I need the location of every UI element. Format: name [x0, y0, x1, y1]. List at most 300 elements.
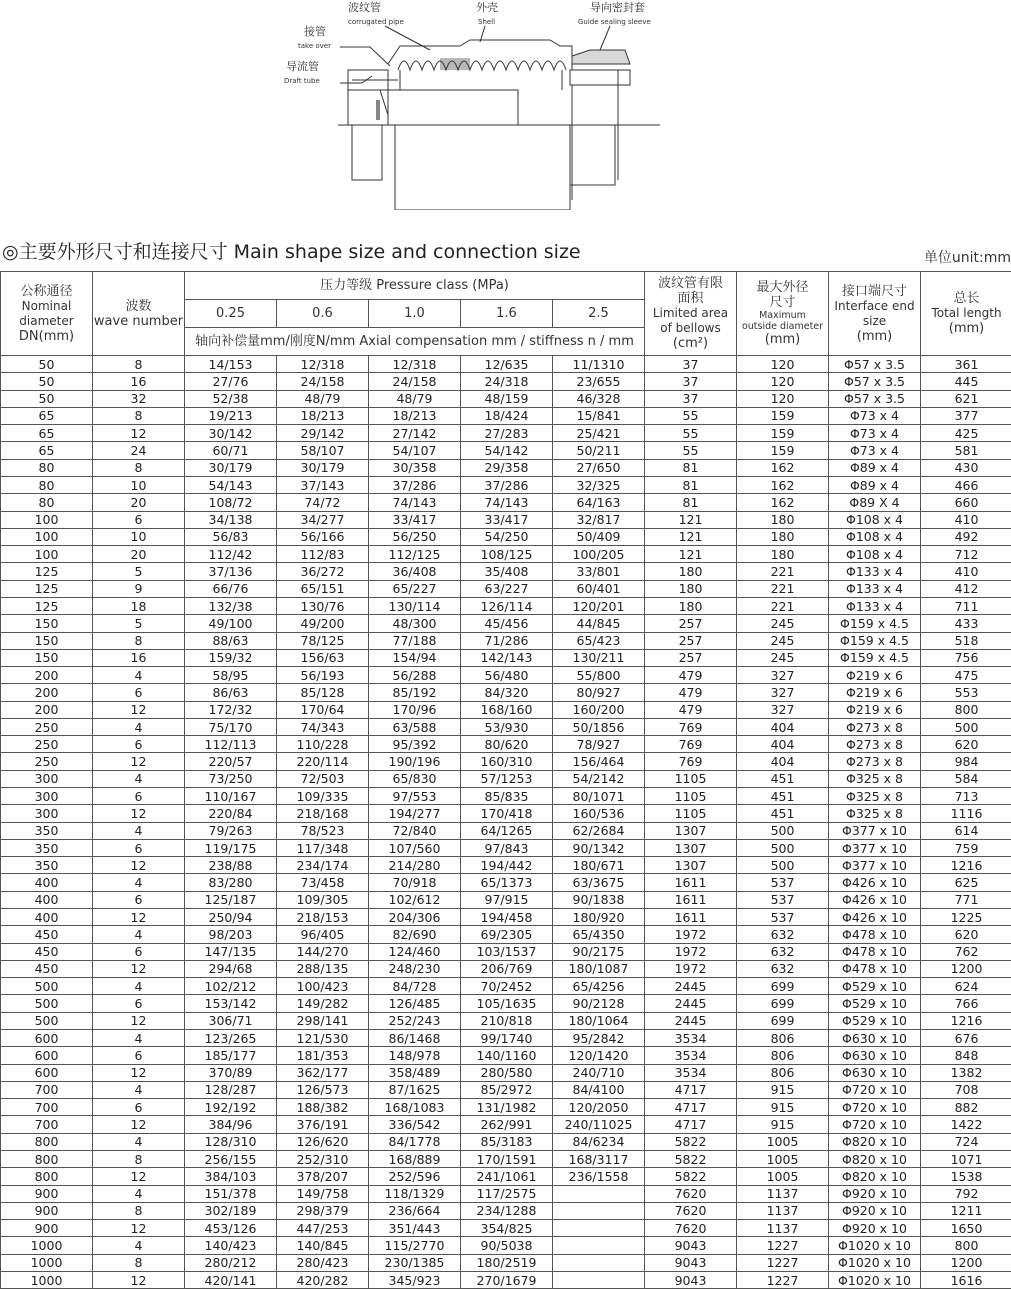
table-cell: 32/817 [553, 511, 645, 528]
table-cell: 180 [645, 563, 737, 580]
table-cell: Φ820 x 10 [829, 1150, 921, 1167]
table-cell: Φ273 x 8 [829, 736, 921, 753]
table-cell: 55 [645, 425, 737, 442]
table-cell: 1972 [645, 943, 737, 960]
table-cell: 14/153 [185, 356, 277, 373]
table-cell: 632 [737, 960, 829, 977]
header-iface-en1: Interface end [834, 298, 915, 313]
table-cell: 800 [1, 1168, 93, 1185]
table-cell: 160/200 [553, 701, 645, 718]
table-cell: 72/840 [369, 822, 461, 839]
table-cell: Φ377 x 10 [829, 857, 921, 874]
table-cell: 44/845 [553, 615, 645, 632]
table-cell: 160/310 [461, 753, 553, 770]
table-cell: 81 [645, 494, 737, 511]
table-row [1, 373, 1011, 390]
table-cell: 306/71 [185, 1012, 277, 1029]
table-cell: 16 [93, 373, 185, 390]
header-limited-area [645, 272, 737, 356]
table-cell: 620 [921, 926, 1011, 943]
table-cell: 170/96 [369, 701, 461, 718]
table-row [1, 857, 1011, 874]
table-cell: 66/76 [185, 580, 277, 597]
table-cell: 37 [645, 390, 737, 407]
table-row [1, 874, 1011, 891]
table-cell: 54/142 [461, 442, 553, 459]
table-cell: 358/489 [369, 1064, 461, 1081]
table-cell: 140/1160 [461, 1047, 553, 1064]
header-wave-en: wave number [93, 313, 184, 329]
table-cell: 10 [93, 528, 185, 545]
table-cell: 159/32 [185, 649, 277, 666]
table-cell: 410 [921, 563, 1011, 580]
table-row [1, 597, 1011, 614]
table-cell: 54/250 [461, 528, 553, 545]
table-cell: 78/125 [277, 632, 369, 649]
table-cell: 250 [1, 718, 93, 735]
table-cell: Φ1020 x 10 [829, 1254, 921, 1271]
header-nominal-cn: 公称通径 [20, 283, 73, 299]
table-cell: 256/155 [185, 1150, 277, 1167]
label-drafttube-cn: 导流管 [286, 60, 319, 73]
table-cell: 479 [645, 684, 737, 701]
table-cell: 81 [645, 476, 737, 493]
table-cell: 95/392 [369, 736, 461, 753]
table-cell: Φ133 x 4 [829, 563, 921, 580]
table-cell: 80 [1, 459, 93, 476]
table-cell: 257 [645, 632, 737, 649]
table-cell: 18/213 [277, 407, 369, 424]
table-cell [553, 1254, 645, 1271]
table-cell: Φ219 x 6 [829, 667, 921, 684]
table-cell: 1382 [921, 1064, 1011, 1081]
table-cell: 35/408 [461, 563, 553, 580]
table-cell: 60/71 [185, 442, 277, 459]
table-cell: 4 [93, 874, 185, 891]
table-cell: 149/282 [277, 995, 369, 1012]
table-cell: 5 [93, 563, 185, 580]
table-cell: 806 [737, 1064, 829, 1081]
table-cell: 245 [737, 615, 829, 632]
table-cell: 156/464 [553, 753, 645, 770]
table-cell: 220/84 [185, 805, 277, 822]
table-cell: 806 [737, 1047, 829, 1064]
table-cell: 6 [93, 1099, 185, 1116]
table-cell: 12 [93, 857, 185, 874]
table-cell: 900 [1, 1202, 93, 1219]
table-cell: 6 [93, 891, 185, 908]
table-cell: 115/2770 [369, 1237, 461, 1254]
table-cell: 621 [921, 390, 1011, 407]
table-cell: 250/94 [185, 909, 277, 926]
table-cell: 3534 [645, 1029, 737, 1046]
table-cell: 12 [93, 1012, 185, 1029]
table-cell: 1000 [1, 1254, 93, 1271]
table-cell: 63/3675 [553, 874, 645, 891]
table-cell: 5822 [645, 1150, 737, 1167]
table-cell: 518 [921, 632, 1011, 649]
table-cell: 1227 [737, 1254, 829, 1271]
label-takeover-cn: 接管 [304, 25, 326, 38]
table-cell: 8 [93, 632, 185, 649]
table-cell: 73/250 [185, 770, 277, 787]
table-cell: 230/1385 [369, 1254, 461, 1271]
table-cell: 64/1265 [461, 822, 553, 839]
table-cell: 16 [93, 649, 185, 666]
table-cell: Φ108 x 4 [829, 546, 921, 563]
table-cell: 37/143 [277, 476, 369, 493]
table-cell: 85/2972 [461, 1081, 553, 1098]
table-cell: 336/542 [369, 1116, 461, 1133]
table-cell: 126/114 [461, 597, 553, 614]
table-cell: 624 [921, 978, 1011, 995]
table-cell: Φ377 x 10 [829, 839, 921, 856]
table-cell: 74/143 [369, 494, 461, 511]
table-cell: 376/191 [277, 1116, 369, 1133]
table-cell: 130/211 [553, 649, 645, 666]
table-cell: 180/1064 [553, 1012, 645, 1029]
table-cell: 180/2519 [461, 1254, 553, 1271]
table-cell: 49/100 [185, 615, 277, 632]
table-cell: 204/306 [369, 909, 461, 926]
table-cell: 23/655 [553, 373, 645, 390]
table-cell: 500 [1, 995, 93, 1012]
table-cell: 1105 [645, 770, 737, 787]
table-cell: 19/213 [185, 407, 277, 424]
table-cell: 84/728 [369, 978, 461, 995]
table-cell: 1538 [921, 1168, 1011, 1185]
table-cell: 56/480 [461, 667, 553, 684]
table-cell: 699 [737, 995, 829, 1012]
table-cell: 1071 [921, 1150, 1011, 1167]
table-cell: 130/114 [369, 597, 461, 614]
header-area-en2: of bellows [660, 321, 721, 335]
table-row [1, 580, 1011, 597]
table-cell: 700 [1, 1116, 93, 1133]
table-cell: 112/83 [277, 546, 369, 563]
table-cell: 90/1342 [553, 839, 645, 856]
table-cell: Φ89 x 4 [829, 476, 921, 493]
table-cell: 12 [93, 1271, 185, 1288]
table-cell: 915 [737, 1081, 829, 1098]
table-cell: 1307 [645, 839, 737, 856]
table-cell: 327 [737, 701, 829, 718]
table-cell: 126/485 [369, 995, 461, 1012]
table-cell: 150 [1, 632, 93, 649]
table-cell: 6 [93, 684, 185, 701]
table-cell: 96/405 [277, 926, 369, 943]
label-sleeve-cn: 导向密封套 [590, 1, 645, 14]
header-total-length [921, 272, 1011, 356]
table-cell: Φ73 x 4 [829, 442, 921, 459]
table-row [1, 494, 1011, 511]
table-row [1, 1150, 1011, 1167]
table-cell: 210/818 [461, 1012, 553, 1029]
table-cell: 9 [93, 580, 185, 597]
table-cell: 90/5038 [461, 1237, 553, 1254]
table-row [1, 407, 1011, 424]
table-cell: 1972 [645, 960, 737, 977]
section-heading: ◎主要外形尺寸和连接尺寸 Main shape size and connection size [2, 241, 581, 263]
table-cell: 120/2050 [553, 1099, 645, 1116]
table-cell: 771 [921, 891, 1011, 908]
table-cell: 410 [921, 511, 1011, 528]
table-row [1, 1254, 1011, 1271]
table-cell: 102/212 [185, 978, 277, 995]
table-cell: 103/1537 [461, 943, 553, 960]
header-maxod-cn2: 尺寸 [769, 295, 796, 310]
table-row [1, 995, 1011, 1012]
table-row [1, 909, 1011, 926]
table-cell: 451 [737, 805, 829, 822]
table-cell: 125/187 [185, 891, 277, 908]
table-row [1, 1081, 1011, 1098]
table-cell: 9043 [645, 1271, 737, 1288]
table-cell [553, 1271, 645, 1288]
table-cell: 766 [921, 995, 1011, 1012]
table-cell: 451 [737, 770, 829, 787]
table-cell: 170/418 [461, 805, 553, 822]
table-cell: 370/89 [185, 1064, 277, 1081]
table-cell: 250 [1, 736, 93, 753]
table-cell: 700 [1, 1081, 93, 1098]
table-cell: 97/915 [461, 891, 553, 908]
table-cell: 110/167 [185, 788, 277, 805]
header-area-cn2: 面积 [677, 291, 704, 306]
table-cell: 32 [93, 390, 185, 407]
table-cell: 600 [1, 1029, 93, 1046]
table-cell: 180 [645, 597, 737, 614]
table-cell: 84/320 [461, 684, 553, 701]
table-cell: 63/588 [369, 718, 461, 735]
table-cell: 80/927 [553, 684, 645, 701]
table-row [1, 718, 1011, 735]
table-cell: 206/769 [461, 960, 553, 977]
table-cell: 159 [737, 442, 829, 459]
table-cell: 1307 [645, 857, 737, 874]
table-cell: 1137 [737, 1220, 829, 1237]
table-cell: 20 [93, 494, 185, 511]
table-cell: 36/408 [369, 563, 461, 580]
table-cell: Φ219 x 6 [829, 684, 921, 701]
table-cell: Φ529 x 10 [829, 978, 921, 995]
table-cell: 65/423 [553, 632, 645, 649]
table-cell: 50 [1, 373, 93, 390]
table-cell: 218/153 [277, 909, 369, 926]
table-cell: 10 [93, 476, 185, 493]
table-cell: 86/1468 [369, 1029, 461, 1046]
table-cell: 20 [93, 546, 185, 563]
table-cell: 2445 [645, 995, 737, 1012]
table-cell: 200 [1, 684, 93, 701]
table-cell: 584 [921, 770, 1011, 787]
table-cell: 354/825 [461, 1220, 553, 1237]
table-cell: 162 [737, 476, 829, 493]
table-cell: 27/650 [553, 459, 645, 476]
table-cell: 105/1635 [461, 995, 553, 1012]
table-cell: 537 [737, 874, 829, 891]
table-cell: 85/192 [369, 684, 461, 701]
table-cell: 713 [921, 788, 1011, 805]
table-cell: 148/978 [369, 1047, 461, 1064]
table-cell: 1137 [737, 1202, 829, 1219]
table-cell: 252/243 [369, 1012, 461, 1029]
table-cell: 126/620 [277, 1133, 369, 1150]
table-row [1, 770, 1011, 787]
table-cell: 37 [645, 373, 737, 390]
table-cell: 45/456 [461, 615, 553, 632]
table-cell: Φ820 x 10 [829, 1133, 921, 1150]
table-cell: 1227 [737, 1271, 829, 1288]
table-cell: 4 [93, 1185, 185, 1202]
table-cell: 54/143 [185, 476, 277, 493]
table-cell: 121 [645, 511, 737, 528]
table-cell: 79/263 [185, 822, 277, 839]
table-cell: 4 [93, 667, 185, 684]
table-cell: 492 [921, 528, 1011, 545]
table-cell: 1200 [921, 960, 1011, 977]
table-cell: 479 [645, 701, 737, 718]
table-cell: 450 [1, 943, 93, 960]
table-cell: 100 [1, 511, 93, 528]
table-row [1, 649, 1011, 666]
table-cell: 245 [737, 649, 829, 666]
table-row [1, 788, 1011, 805]
table-cell: 1972 [645, 926, 737, 943]
table-cell: 600 [1, 1064, 93, 1081]
header-iface-en2: size [862, 313, 887, 328]
table-cell: 221 [737, 563, 829, 580]
table-cell: 118/1329 [369, 1185, 461, 1202]
table-cell: 620 [921, 736, 1011, 753]
table-cell: 65/830 [369, 770, 461, 787]
table-row [1, 805, 1011, 822]
table-cell: 170/1591 [461, 1150, 553, 1167]
table-cell: 80/620 [461, 736, 553, 753]
table-cell: 475 [921, 667, 1011, 684]
table-row [1, 1047, 1011, 1064]
table-cell: 30/142 [185, 425, 277, 442]
header-area-unit: (cm²) [672, 336, 709, 351]
table-cell: 699 [737, 1012, 829, 1029]
table-cell: 128/287 [185, 1081, 277, 1098]
table-cell: 270/1679 [461, 1271, 553, 1288]
table-cell: 37/136 [185, 563, 277, 580]
table-cell: 1307 [645, 822, 737, 839]
table-cell: 12 [93, 701, 185, 718]
table-cell: 108/125 [461, 546, 553, 563]
table-cell: 180 [645, 580, 737, 597]
table-cell: Φ920 x 10 [829, 1185, 921, 1202]
table-cell: 168/160 [461, 701, 553, 718]
table-row [1, 701, 1011, 718]
table-cell: 29/358 [461, 459, 553, 476]
table-cell: 234/1288 [461, 1202, 553, 1219]
table-cell: 377 [921, 407, 1011, 424]
table-cell: 120 [737, 390, 829, 407]
table-cell: 6 [93, 511, 185, 528]
table-cell: 450 [1, 926, 93, 943]
table-cell: 24/158 [369, 373, 461, 390]
table-cell: Φ159 x 4.5 [829, 632, 921, 649]
table-cell: 240/710 [553, 1064, 645, 1081]
table-cell: 1216 [921, 857, 1011, 874]
table-cell: 65 [1, 407, 93, 424]
table-cell: 12/318 [369, 356, 461, 373]
table-cell: 759 [921, 839, 1011, 856]
table-cell: 12 [93, 1168, 185, 1185]
table-cell: 400 [1, 874, 93, 891]
table-cell: 915 [737, 1116, 829, 1133]
table-row [1, 960, 1011, 977]
table-cell: 553 [921, 684, 1011, 701]
table-cell: 350 [1, 822, 93, 839]
table-cell: 33/417 [369, 511, 461, 528]
table-cell: 119/175 [185, 839, 277, 856]
table-cell: 78/523 [277, 822, 369, 839]
table-cell: 98/203 [185, 926, 277, 943]
table-cell: 433 [921, 615, 1011, 632]
table-cell: 81 [645, 459, 737, 476]
table-cell: 404 [737, 736, 829, 753]
table-cell: 288/135 [277, 960, 369, 977]
table-cell: 120/201 [553, 597, 645, 614]
header-pressure-1: 0.6 [277, 300, 369, 328]
table-cell: 50/211 [553, 442, 645, 459]
header-pressure-4: 2.5 [553, 300, 645, 328]
table-cell: 190/196 [369, 753, 461, 770]
table-cell: Φ133 x 4 [829, 597, 921, 614]
table-cell: 200 [1, 701, 93, 718]
table-cell: Φ920 x 10 [829, 1202, 921, 1219]
table-cell: 236/1558 [553, 1168, 645, 1185]
table-row [1, 476, 1011, 493]
table-cell: 500 [1, 978, 93, 995]
table-cell [553, 1237, 645, 1254]
table-cell: 915 [737, 1099, 829, 1116]
table-cell: 112/113 [185, 736, 277, 753]
header-wave-cn: 波数 [125, 298, 152, 314]
table-cell: 78/927 [553, 736, 645, 753]
label-corrugated-en: corrugated pipe [348, 18, 404, 26]
table-cell: 120 [737, 356, 829, 373]
table-cell [553, 1220, 645, 1237]
table-cell: 7620 [645, 1220, 737, 1237]
table-cell: 900 [1, 1185, 93, 1202]
table-cell: 724 [921, 1133, 1011, 1150]
header-nominal-en2: diameter [19, 313, 74, 328]
table-cell: 194/277 [369, 805, 461, 822]
table-cell: 132/38 [185, 597, 277, 614]
table-cell: 5 [93, 615, 185, 632]
table-cell: 404 [737, 718, 829, 735]
table-cell: 248/230 [369, 960, 461, 977]
table-cell: 479 [645, 667, 737, 684]
table-cell: 1000 [1, 1237, 93, 1254]
table-cell: 792 [921, 1185, 1011, 1202]
table-cell: 48/300 [369, 615, 461, 632]
table-cell: 180 [737, 511, 829, 528]
table-cell: 600 [1, 1047, 93, 1064]
table-cell: 112/42 [185, 546, 277, 563]
table-cell: 5822 [645, 1133, 737, 1150]
table-row [1, 356, 1011, 373]
table-cell: 327 [737, 684, 829, 701]
table-cell: Φ478 x 10 [829, 943, 921, 960]
table-row [1, 839, 1011, 856]
header-maxod-en1: Maximum [759, 310, 806, 321]
table-cell: 180/671 [553, 857, 645, 874]
